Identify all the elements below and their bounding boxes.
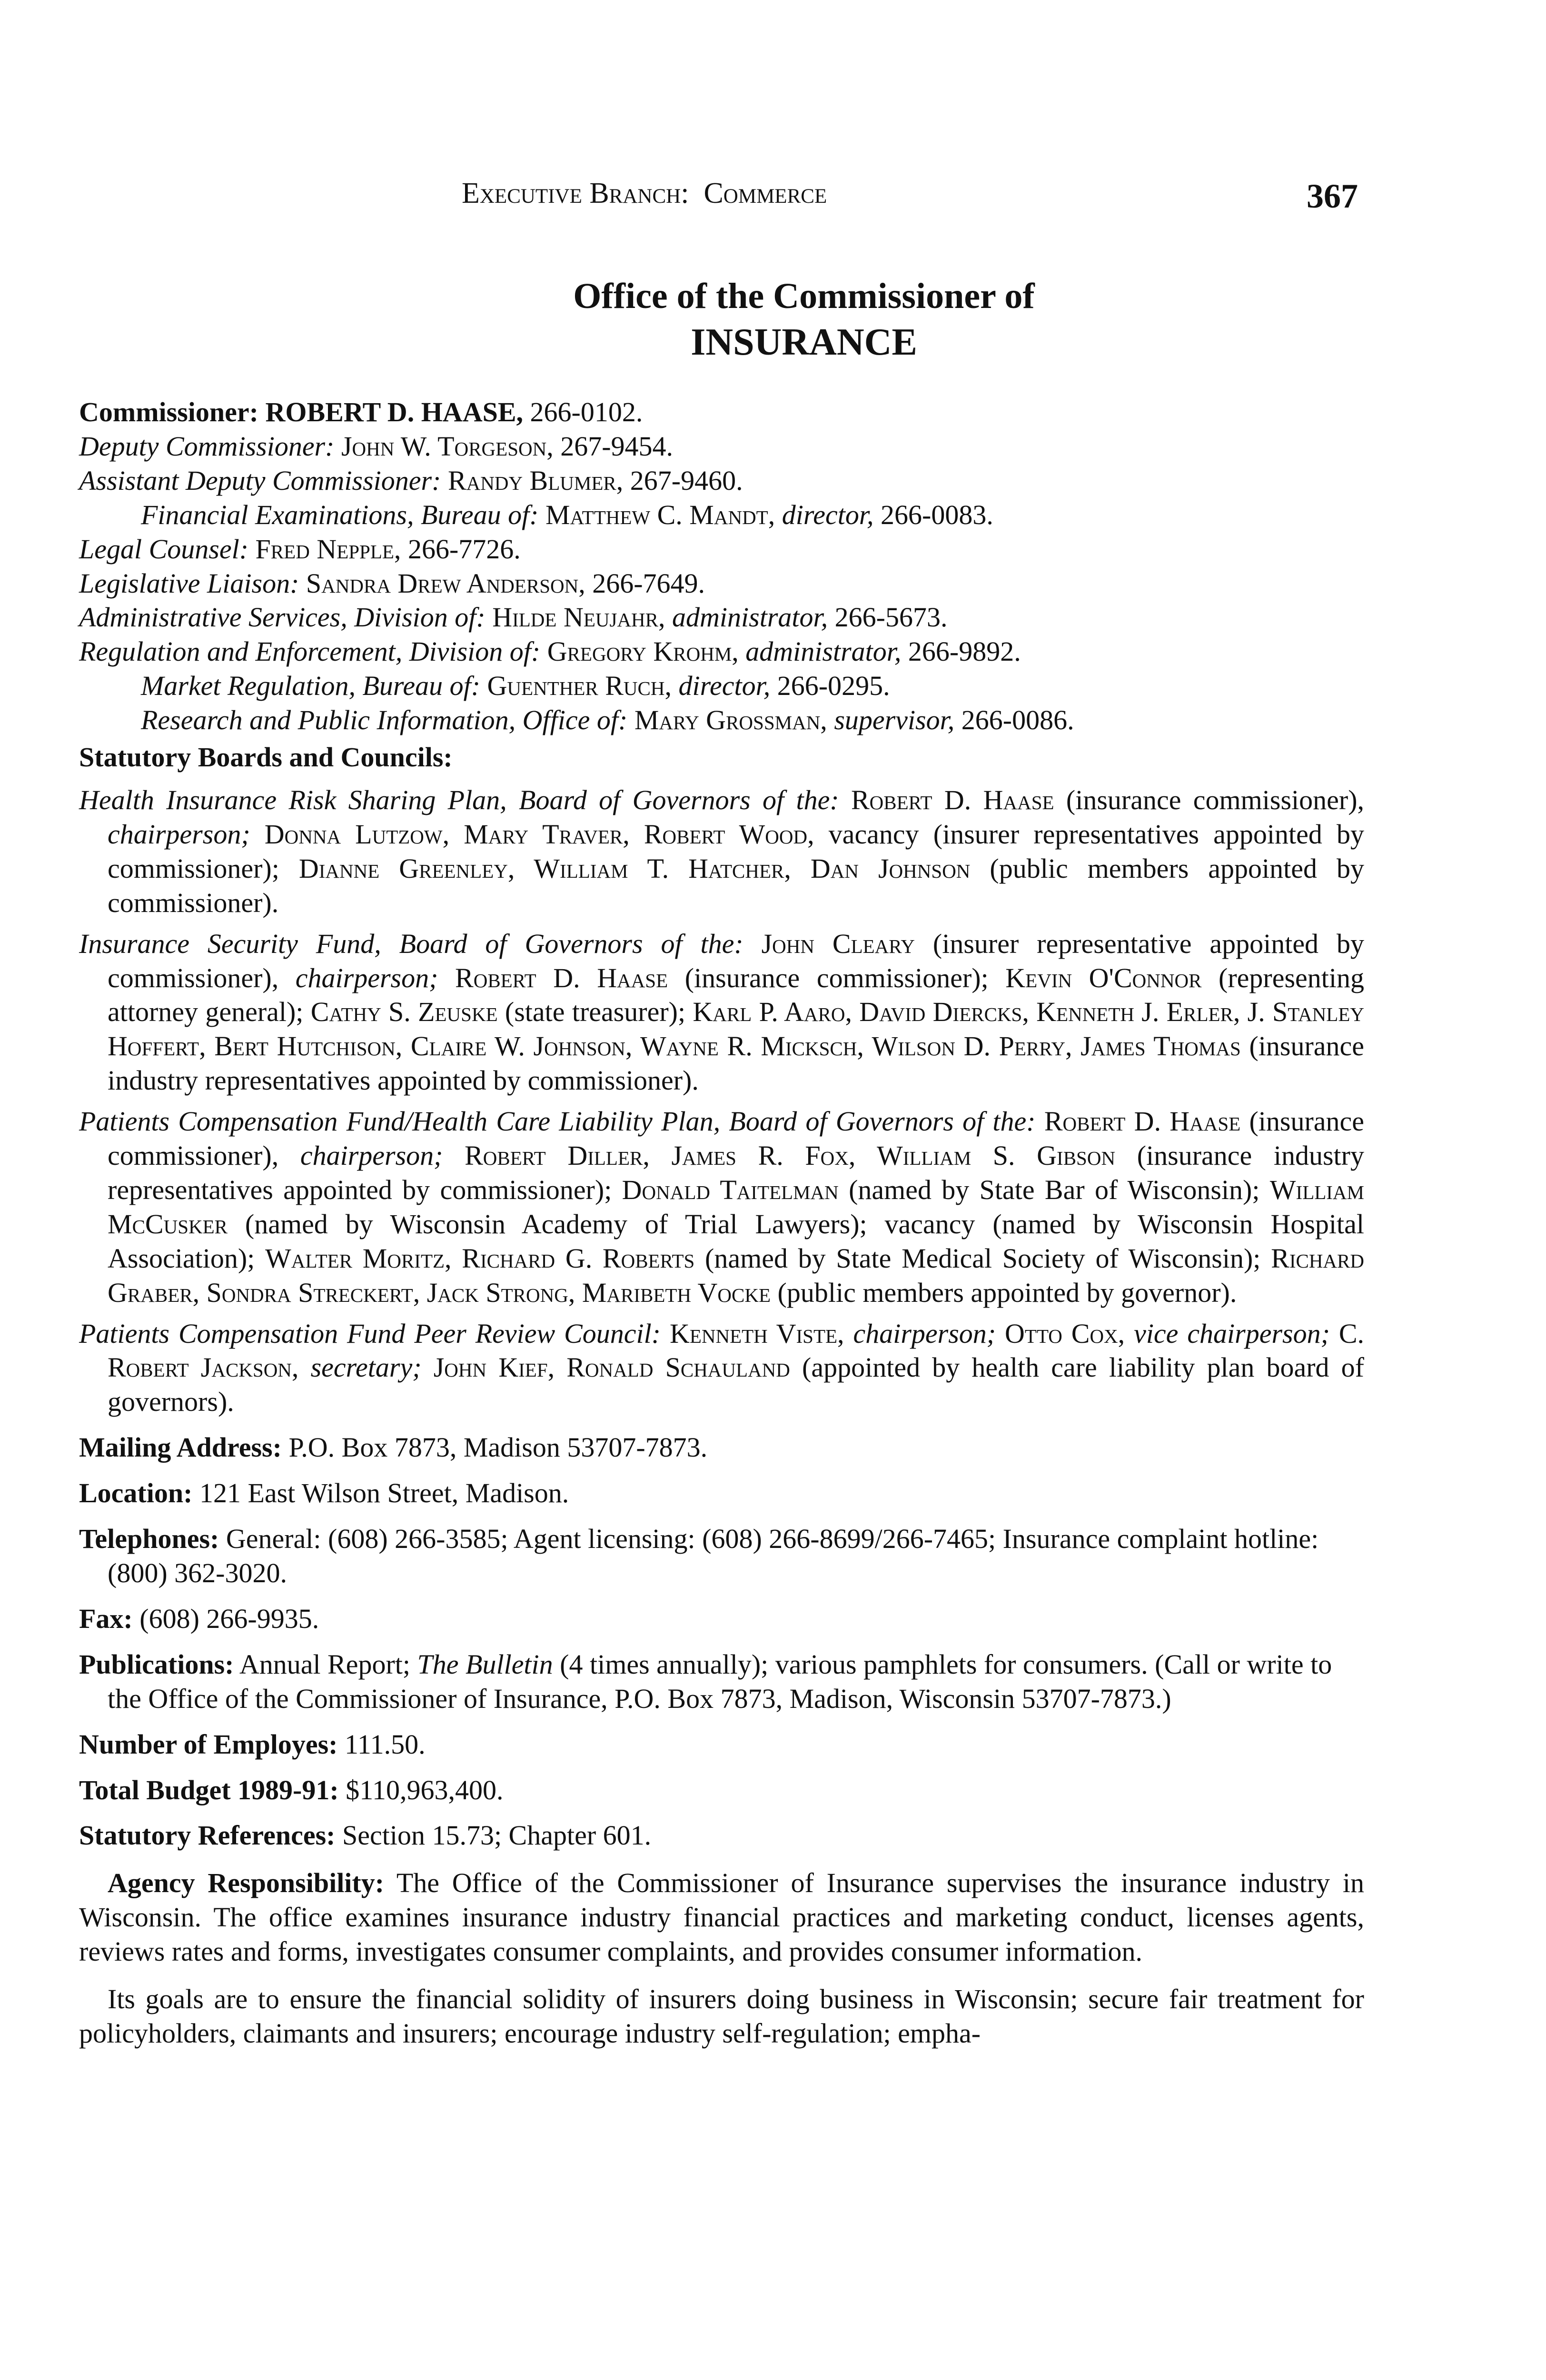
office-title [0, 274, 1546, 366]
board-health-insurance: Health Insurance Risk Sharing Plan, Board of Governors of the: Robert D. Haase (insurance commissioner), chairperson; Donna Lutzow, Mary Traver, Robert Wood, vacancy (insurer representatives appointed by commissioner); Dianne Greenley, William T. Hatcher, Dan Johnson (public members appointed by commissioner). [79, 784, 1365, 918]
office-title-line2: INSURANCE [691, 321, 917, 364]
financial-exams-entry: Financial Examinations, Bureau of: Matthew C. Mandt, director, 266-0083. [141, 499, 993, 530]
telephones: Telephones: General: (608) 266-3585; Agent licensing: (608) 266-8699/266-7465; Insurance complaint hotline: (800) 362-3020. [79, 1523, 1319, 1588]
publications: Publications: Annual Report; The Bulletin (4 times annually); various pamphlets for consumers. (Call or write to the Office of the Commissioner of Insurance, P.O. Box 7873, Madison, Wisconsin 53707-7873.) [79, 1648, 1332, 1714]
legislative-liaison-entry: Legislative Liaison: Sandra Drew Anderson, 266-7649. [79, 567, 705, 599]
commissioner-entry: Commissioner: ROBERT D. HAASE, 266-0102. [79, 397, 643, 427]
location: Location: 121 East Wilson Street, Madison. [79, 1478, 569, 1509]
boards-heading: Statutory Boards and Councils: [79, 742, 453, 773]
agency-responsibility: Agency Responsibility: The Office of the Commissioner of Insurance supervises the insurance industry in Wisconsin. The office examines insurance industry financial practices and marketing conduct, licenses agents, reviews rates and forms, investigates consumer complaints, and provides consumer information. [79, 1867, 1364, 1967]
board-security-fund: Insurance Security Fund, Board of Governors of the: John Cleary (insurer representative appointed by commissioner), chairperson; Robert D. Haase (insurance commissioner); Kevin O'Connor (representing attorney general); Cathy S. Zeuske (state treasurer); Karl P. Aaro, David Diercks, Kenneth J. Erler, J. Stanley Hoffert, Bert Hutchison, Claire W. Johnson, Wayne R. Micksch, Wilson D. Perry, James Thomas (insurance industry representatives appointed by commissioner). [79, 928, 1365, 1096]
mailing-address: Mailing Address: P.O. Box 7873, Madison 53707-7873. [79, 1432, 708, 1463]
legal-counsel-entry: Legal Counsel: Fred Nepple, 266-7726. [79, 533, 521, 565]
assistant-deputy-entry: Assistant Deputy Commissioner: Randy Blumer, 267-9460. [79, 465, 743, 496]
board-patients-compensation: Patients Compensation Fund/Health Care Liability Plan, Board of Governors of the: Robert D. Haase (insurance commissioner), chairperson; Robert Diller, James R. Fox, William S. Gibson (insurance industry representatives appointed by commissioner); Donald Taitelman (named by State Bar of Wisconsin); William McCusker (named by Wisconsin Academy of Trial Lawyers); vacancy (named by Wisconsin Hospital Association); Walter Moritz, Richard G. Roberts (named by State Medical Society of Wisconsin); Richard Graber, Sondra Streckert, Jack Strong, Maribeth Vocke (public members appointed by governor). [79, 1106, 1365, 1308]
statutory-references: Statutory References: Section 15.73; Chapter 601. [79, 1820, 652, 1851]
fax: Fax: (608) 266-9935. [79, 1603, 319, 1634]
content [79, 395, 1364, 2051]
page-header [0, 175, 1546, 218]
regulation-entry: Regulation and Enforcement, Division of: Gregory Krohm, administrator, 266-9892. [79, 636, 1021, 667]
total-budget: Total Budget 1989-91: $110,963,400. [79, 1774, 504, 1805]
page-number: 367 [1307, 177, 1358, 215]
research-entry: Research and Public Information, Office of: Mary Grossman, supervisor, 266-0086. [141, 704, 1074, 736]
office-title-line1: Office of the Commissioner of [573, 276, 1035, 316]
agency-goals: Its goals are to ensure the financial solidity of insurers doing business in Wisconsin; secure fair treatment for policyholders, claimants and insurers; encourage industry self-regulation; empha- [79, 1983, 1364, 2049]
running-head: Executive Branch: Commerce [462, 177, 827, 209]
board-peer-review: Patients Compensation Fund Peer Review Council: Kenneth Viste, chairperson; Otto Cox, vice chairperson; C. Robert Jackson, secretary; John Kief, Ronald Schauland (appointed by health care liability plan board of governors). [79, 1318, 1365, 1418]
number-of-employes: Number of Employes: 111.50. [79, 1728, 426, 1760]
deputy-entry: Deputy Commissioner: John W. Torgeson, 267-9454. [79, 430, 674, 462]
officers-list [79, 395, 1364, 737]
admin-services-entry: Administrative Services, Division of: Hilde Neujahr, administrator, 266-5673. [79, 602, 948, 633]
market-regulation-entry: Market Regulation, Bureau of: Guenther Ruch, director, 266-0295. [141, 670, 890, 702]
